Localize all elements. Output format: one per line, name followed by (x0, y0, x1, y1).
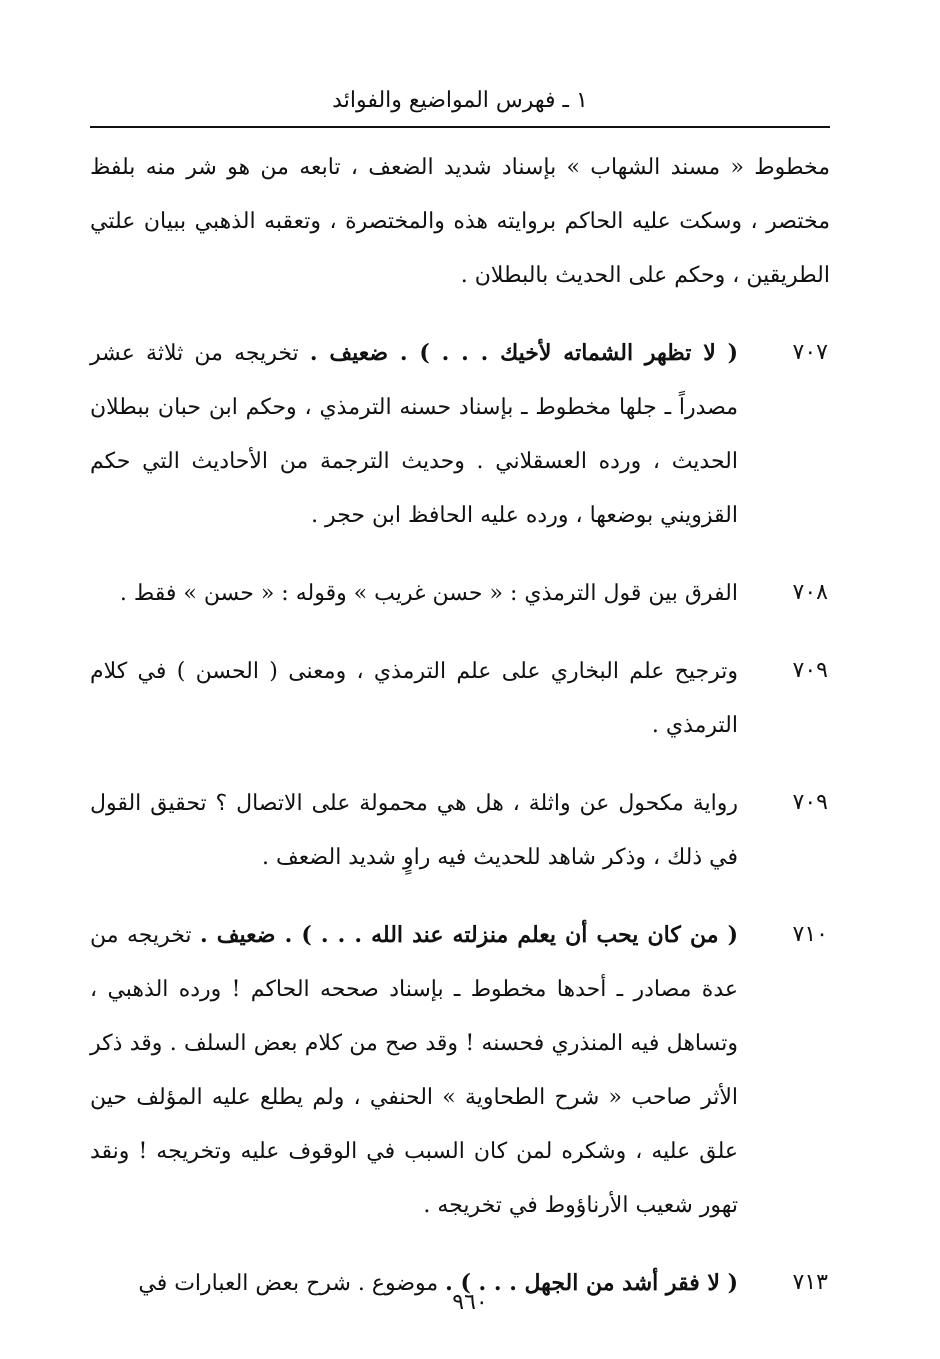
header-rule (90, 126, 830, 128)
entry-text (90, 326, 738, 543)
index-entry-710 (90, 908, 830, 1233)
entry-lead: ( لا تظهر الشماته لأخيك . . . ) . ضعيف . (309, 340, 738, 366)
entry-number: ٧١٠ (792, 922, 828, 947)
running-head-title: ١ ـ فهرس المواضيع والفوائد (332, 88, 588, 113)
entry-text (90, 644, 738, 753)
entry-number: ٧٠٩ (792, 790, 828, 815)
index-entry-709b (90, 776, 830, 885)
entry-number: ٧١٣ (792, 1270, 828, 1295)
index-entry-continuation (90, 140, 830, 303)
entry-body: وترجيح علم البخاري على علم الترمذي ، ومعنى ( الحسن ) في كلام الترمذي . (90, 659, 738, 738)
entry-number: ٧٠٨ (792, 580, 828, 605)
entry-lead: ( لا فقر أشد من الجهل . . . ) . (445, 1270, 738, 1296)
entry-text (90, 566, 738, 621)
index-entries (90, 140, 830, 1334)
entry-body: مخطوط « مسند الشهاب » بإسناد شديد الضعف ، تابعه من هو شر منه بلفظ مختصر ، وسكت عليه الحاكم بروايته هذه والمختصرة ، وتعقبه الذهبي ببيان علتي الطريقين ، وحكم على الحديث بالبطلان . (90, 155, 830, 288)
entry-body: الفرق بين قول الترمذي : « حسن غريب » وقوله : « حسن » فقط . (119, 581, 738, 606)
entry-body: رواية مكحول عن واثلة ، هل هي محمولة على الاتصال ؟ تحقيق القول في ذلك ، وذكر شاهد للحديث فيه راوٍ شديد الضعف . (90, 791, 738, 870)
entry-lead: ( من كان يحب أن يعلم منزلته عند الله . . . ) . ضعيف . (200, 922, 738, 948)
entry-text (90, 908, 738, 1233)
index-entry-709a (90, 644, 830, 753)
entry-body: تخريجه من ثلاثة عشر مصدراً ـ جلها مخطوط ـ بإسناد حسنه الترمذي ، وحكم ابن حبان ببطلان الحديث ، ورده العسقلاني . وحديث الترجمة من الأحاديث التي حكم القزويني بوضعها ، ورده عليه الحافظ ابن حجر . (90, 341, 738, 528)
index-entry-708 (90, 566, 830, 621)
entry-text (90, 776, 738, 885)
entry-body: موضوع . شرح بعض العبارات في (138, 1271, 446, 1296)
index-entry-707 (90, 326, 830, 543)
entry-text (90, 140, 830, 303)
page-number: ٩٦٠ (452, 1290, 488, 1315)
entry-number: ٧٠٩ (792, 658, 828, 683)
entry-number: ٧٠٧ (792, 340, 828, 365)
entry-body: تخريجه من عدة مصادر ـ أحدها مخطوط ـ بإسناد صححه الحاكم ! ورده الذهبي ، وتساهل فيه المنذري فحسنه ! وقد صح من كلام بعض السلف . وقد ذكر الأثر صاحب « شرح الطحاوية » الحنفي ، ولم يطلع عليه المؤلف حين علق عليه ، وشكره لمن كان السبب في الوقوف عليه وتخريجه ! ونقد تهور شعيب الأرناؤوط في تخريجه . (90, 923, 738, 1218)
